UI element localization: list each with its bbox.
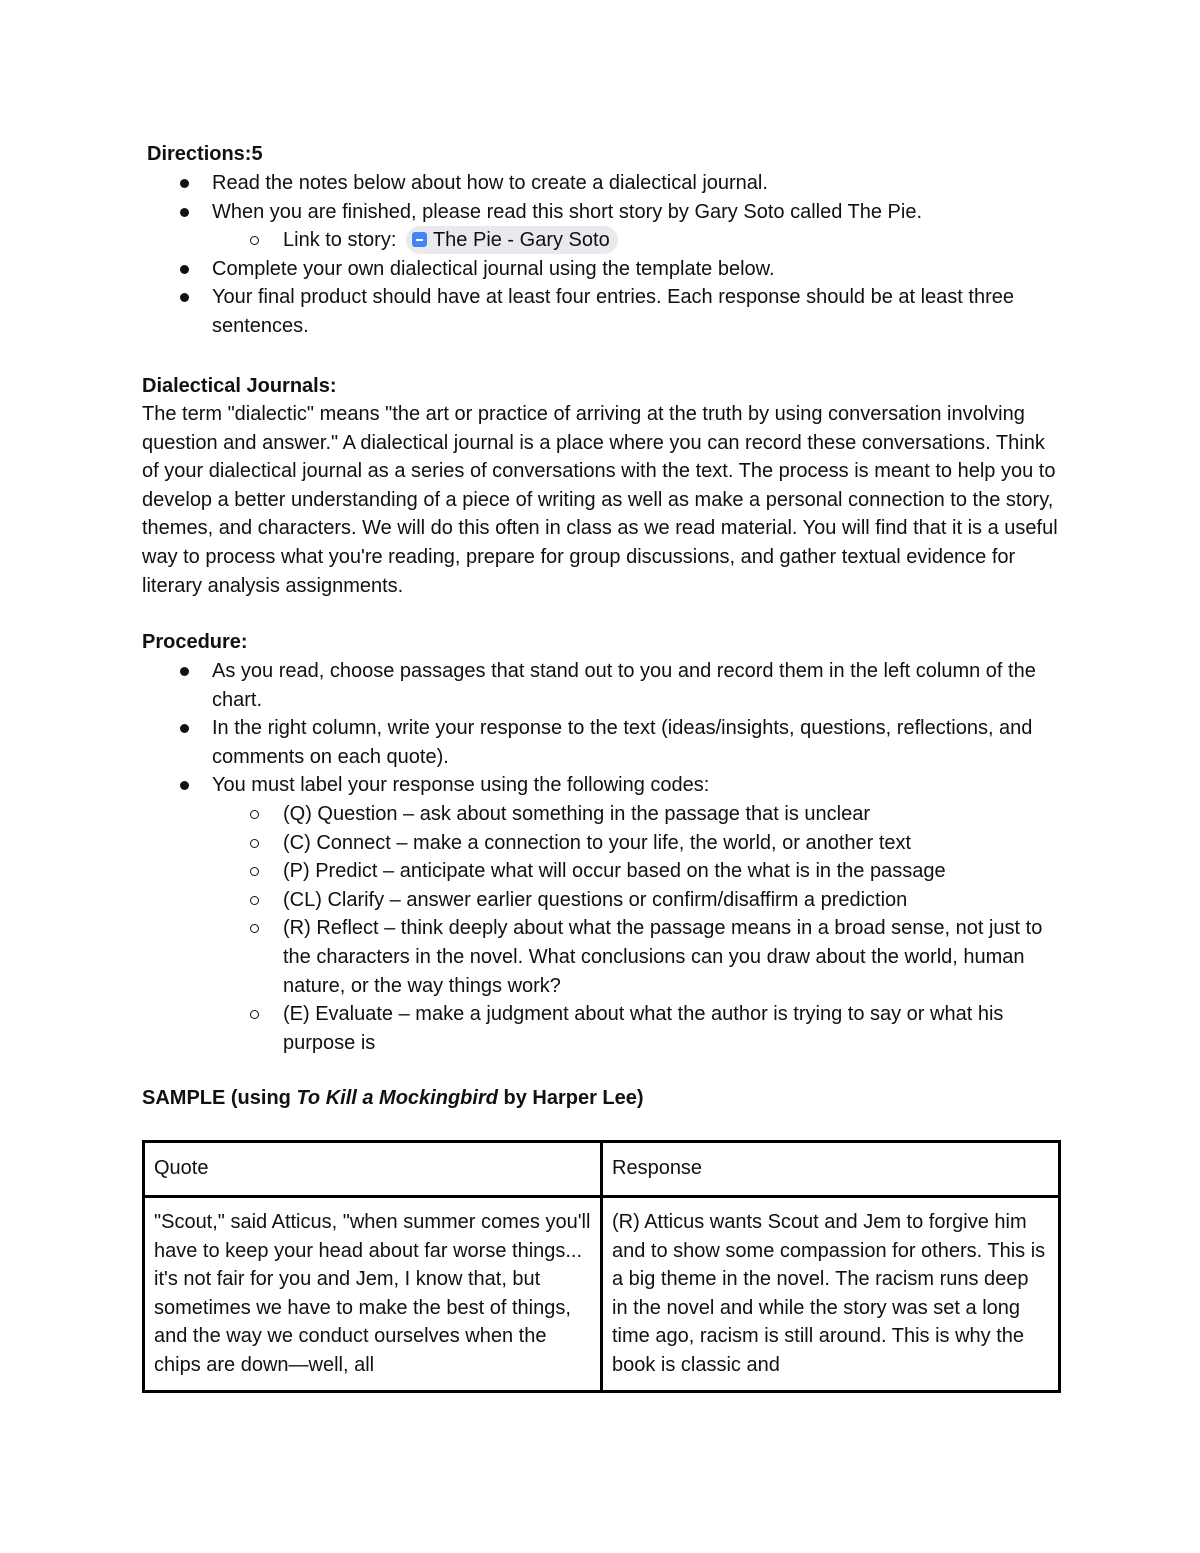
response-text: (R) Atticus wants Scout and Jem to forgive him and to show some compassion for others. This is a big theme in the novel. The racism runs deep in the novel and while the story was set a long time ago, racism is still around. This is why the book is classic and (612, 1211, 1046, 1376)
directions-list (142, 169, 1062, 341)
directions-heading: Directions:5 (147, 143, 263, 165)
hollow-bullet-icon (250, 924, 259, 933)
code-item: (Q) Question – ask about something in the passage that is unclear (142, 800, 1062, 829)
list-item: You must label your response using the following codes: (142, 771, 1062, 800)
sample-table (142, 1140, 1061, 1393)
document-icon (412, 232, 427, 247)
list-item: Complete your own dialectical journal using the template below. (142, 255, 1062, 284)
story-link-text[interactable]: The Pie - Gary Soto (432, 229, 610, 252)
codes-list (142, 800, 1062, 1057)
hollow-bullet-icon (250, 896, 259, 905)
link-label: Link to story: (283, 229, 397, 252)
quote-cell (144, 1197, 602, 1392)
story-link-chip[interactable] (406, 226, 618, 254)
bullet-icon (180, 179, 189, 188)
sub-list (142, 226, 1062, 255)
bullet-icon (180, 781, 189, 790)
hollow-bullet-icon (250, 810, 259, 819)
dialectical-heading: Dialectical Journals: (142, 375, 337, 397)
bullet-icon (180, 293, 189, 302)
code-item: (R) Reflect – think deeply about what the passage means in a broad sense, not just to the characters in the novel. What conclusions can you draw about the world, human nature, or the way things work? (142, 914, 1062, 1000)
table-header-row (144, 1142, 1060, 1197)
bullet-icon (180, 208, 189, 217)
hollow-bullet-icon (250, 236, 259, 245)
list-item (142, 226, 1062, 255)
list-item: Your final product should have at least four entries. Each response should be at least three sentences. (142, 283, 1062, 340)
procedure-heading: Procedure: (142, 631, 248, 653)
list-item: When you are finished, please read this short story by Gary Soto called The Pie. (142, 198, 1062, 227)
list-item: In the right column, write your response to the text (ideas/insights, questions, reflections, and comments on each quote). (142, 714, 1062, 771)
response-cell (602, 1197, 1060, 1392)
quote-text: "Scout," said Atticus, "when summer comes you'll have to keep your head about far worse things... it's not fair for you and Jem, I know that, but sometimes we have to make the best of things, and the way we conduct ourselves when the chips are down—well, all (154, 1211, 591, 1376)
list-item: As you read, choose passages that stand out to you and record them in the left column of the chart. (142, 657, 1062, 714)
bullet-icon (180, 265, 189, 274)
code-item: (CL) Clarify – answer earlier questions or confirm/disaffirm a prediction (142, 886, 1062, 915)
procedure-list (142, 657, 1062, 1057)
bullet-icon (180, 667, 189, 676)
sub-list-item (142, 226, 1062, 255)
code-item: (E) Evaluate – make a judgment about what the author is trying to say or what his purpose is (142, 1000, 1062, 1057)
hollow-bullet-icon (250, 839, 259, 848)
code-item: (C) Connect – make a connection to your life, the world, or another text (142, 829, 1062, 858)
list-item (142, 800, 1062, 1057)
dialectical-body: The term "dialectic" means "the art or practice of arriving at the truth by using conversation involving question and answer." A dialectical journal is a place where you can record these conversations. Think of your dialectical journal as a series of conversations with the text. The process is meant to help you to develop a better understanding of a piece of writing as well as make a personal connection to the story, themes, and characters. We will do this often in class as we read material. You will find that it is a useful way to process what you're reading, prepare for group discussions, and gather textual evidence for literary analysis assignments. (142, 403, 1058, 597)
response-column-header: Response (602, 1142, 1060, 1197)
bullet-icon (180, 724, 189, 733)
hollow-bullet-icon (250, 867, 259, 876)
table-row (144, 1197, 1060, 1392)
hollow-bullet-icon (250, 1010, 259, 1019)
book-title: To Kill a Mockingbird (296, 1087, 498, 1109)
quote-column-header: Quote (144, 1142, 602, 1197)
sample-heading: SAMPLE (using To Kill a Mockingbird by Harper Lee) (142, 1087, 644, 1109)
list-item: Read the notes below about how to create a dialectical journal. (142, 169, 1062, 198)
code-item: (P) Predict – anticipate what will occur based on the what is in the passage (142, 857, 1062, 886)
